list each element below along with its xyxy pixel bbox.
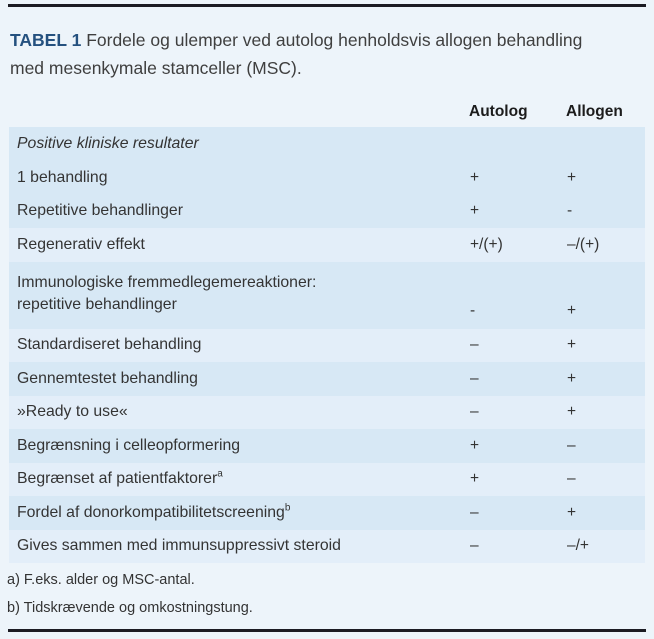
row-label: Gives sammen med immunsuppressivt steroid [17,537,341,555]
autolog-value: – [470,369,479,387]
table-row [9,161,645,195]
bottom-rule [8,629,646,632]
footnote-a: a) F.eks. alder og MSC-antal. [7,572,195,588]
autolog-value: + [470,202,480,220]
autolog-value: + [470,168,480,186]
column-header-autolog: Autolog [469,103,528,120]
top-rule [8,4,646,7]
row-label: 1 behandling [17,168,108,186]
autolog-value: – [470,503,479,521]
table-row [9,496,645,530]
row-label: »Ready to use« [17,403,128,421]
allogen-value: + [567,503,577,521]
allogen-value: – [567,470,576,488]
row-label: Regenerativ effekt [17,235,145,253]
autolog-value: +/(+) [470,235,503,253]
row-label-line1: Immunologiske fremmedlegemereaktioner: [17,274,317,291]
table-row [9,329,645,363]
allogen-value: + [567,369,577,387]
table-row [9,429,645,463]
row-label: Standardiseret behandling [17,336,202,354]
table-row [9,530,645,564]
table-body [9,127,645,563]
autolog-value: + [470,470,480,488]
column-headers [9,97,645,121]
table-number-label: TABEL 1 [10,30,82,50]
allogen-value: + [567,168,577,186]
row-label: Repetitive behandlinger [17,202,183,220]
footnote-b: b) Tidskrævende og omkostningstung. [7,600,253,616]
table-caption-text: Fordele og ulemper ved autolog henholdsvis allogen behandling med mesenkymale stamceller (MSC). [10,30,583,78]
allogen-value: + [567,336,577,354]
section-header-row [9,127,645,161]
autolog-value: – [470,336,479,354]
table-caption [10,26,616,82]
footnote-marker-a: a [217,468,223,480]
row-label: Begrænset af patientfaktorer$^a$ [17,468,223,488]
allogen-value: –/(+) [567,235,600,253]
autolog-value: - [470,301,476,319]
table-row [9,195,645,229]
allogen-value: –/+ [567,537,589,555]
row-label: Begrænsning i celleopformering [17,436,241,454]
row-label-line2: repetitive behandlinger [17,296,177,313]
row-label [9,268,469,322]
row-label: Fordel af donorkompatibilitetscreening$^b$ [17,502,291,521]
table-row [9,396,645,430]
table-row [9,262,645,329]
table-row [9,463,645,497]
autolog-value: – [470,537,479,555]
section-header-label: Positive kliniske resultater [17,135,199,152]
row-label: Gennemtestet behandling [17,369,198,387]
table-row [9,362,645,396]
table-row [9,228,645,262]
allogen-value: – [567,436,576,454]
allogen-value: + [567,301,577,319]
allogen-value: + [567,403,577,421]
autolog-value: + [470,436,480,454]
column-header-allogen: Allogen [566,103,623,120]
allogen-value: - [567,202,573,220]
autolog-value: – [470,403,479,421]
footnote-marker-b: b [284,502,291,514]
footnotes [7,566,253,622]
